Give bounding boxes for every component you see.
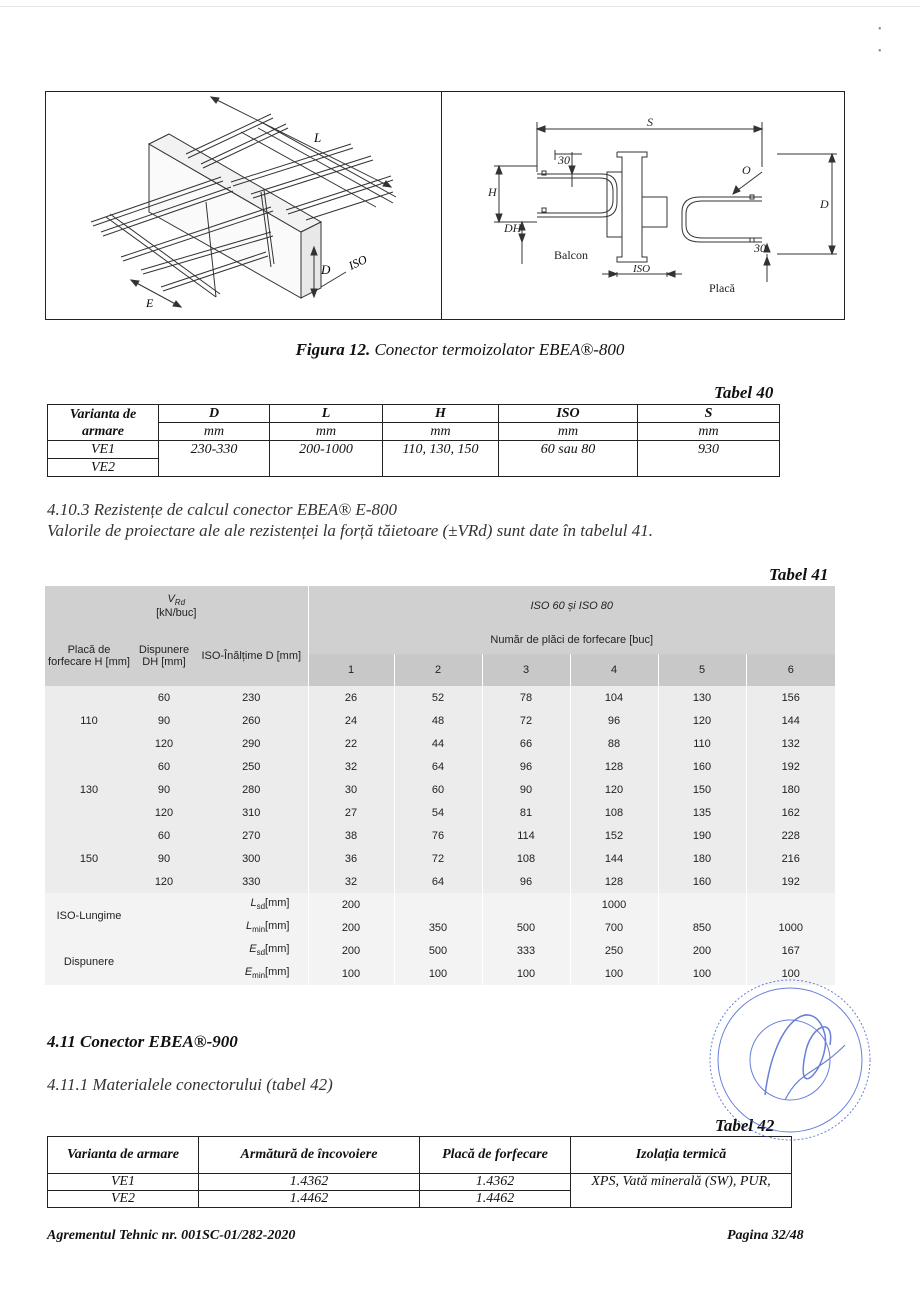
t41-emin-value: 100 bbox=[308, 962, 394, 985]
t41-count: 1 bbox=[308, 654, 394, 686]
t42-head-varianta: Varianta de armare bbox=[48, 1137, 199, 1174]
table-row bbox=[45, 801, 835, 824]
t41-vrd-value: 120 bbox=[570, 778, 658, 801]
isometric-connector-drawing bbox=[46, 92, 441, 319]
t41-emin-label: $E_{min}[mm]$ bbox=[244, 966, 290, 981]
t41-footer bbox=[45, 893, 835, 985]
label-l: L bbox=[314, 130, 322, 145]
table-row bbox=[45, 686, 835, 709]
table-41-label: Tabel 41 bbox=[769, 565, 829, 584]
t41-vrd-value: 135 bbox=[658, 801, 746, 824]
t41-dispunere: Dispunere bbox=[63, 956, 115, 968]
t41-dh: 60 bbox=[157, 691, 171, 704]
t41-iso-header: ISO 60 și ISO 80 bbox=[308, 586, 835, 626]
t40-value-iso: 60 sau 80 bbox=[499, 441, 638, 477]
t41-d: 330 bbox=[242, 875, 261, 888]
t41-dh: 90 bbox=[157, 714, 171, 727]
t41-lsd-4: 1000 bbox=[570, 893, 658, 916]
t41-vrd-value: 96 bbox=[482, 870, 570, 893]
figure-12-frame bbox=[45, 91, 845, 320]
label-iso-right: ISO bbox=[633, 263, 651, 275]
figure-caption bbox=[0, 340, 920, 360]
t41-vrd-value: 144 bbox=[570, 847, 658, 870]
t41-vrd-value: 72 bbox=[482, 709, 570, 732]
t41-vrd-value: 96 bbox=[482, 755, 570, 778]
t42-izolatie: XPS, Vată minerală (SW), PUR, bbox=[571, 1174, 792, 1208]
t41-vrd-value: 150 bbox=[658, 778, 746, 801]
t41-vrd-value: 216 bbox=[746, 847, 835, 870]
t40-head-iso: ISO bbox=[499, 405, 638, 423]
t41-vrd-value: 88 bbox=[570, 732, 658, 755]
scan-marks: • • bbox=[878, 24, 882, 57]
t41-vrd-value: 152 bbox=[570, 824, 658, 847]
t41-lsd-label: $L_{sd}[mm]$ bbox=[250, 897, 290, 912]
t41-count: 4 bbox=[570, 654, 658, 686]
t41-numar-header: Număr de plăci de forfecare [buc] bbox=[308, 626, 835, 654]
t40-head-h: H bbox=[383, 405, 499, 423]
t41-vrd-value: 78 bbox=[482, 686, 570, 709]
t41-esd-value: 250 bbox=[570, 939, 658, 962]
label-30-bottom: 30 bbox=[754, 241, 766, 255]
t41-vrd-value: 64 bbox=[394, 870, 482, 893]
t40-value-h: 110, 130, 150 bbox=[383, 441, 499, 477]
t41-vrd-value: 54 bbox=[394, 801, 482, 824]
t41-d: 310 bbox=[242, 806, 261, 819]
t41-count: 6 bbox=[746, 654, 835, 686]
t41-dh: 90 bbox=[157, 783, 171, 796]
t41-vrd-value: 60 bbox=[394, 778, 482, 801]
t41-vrd-value: 32 bbox=[308, 870, 394, 893]
t41-body bbox=[45, 686, 835, 893]
t41-vrd-value: 76 bbox=[394, 824, 482, 847]
table-row bbox=[45, 709, 835, 732]
t41-vrd-value: 108 bbox=[482, 847, 570, 870]
t40-head-l: L bbox=[270, 405, 383, 423]
t41-col-dispunere: Dispunere DH [mm] bbox=[138, 644, 190, 668]
t41-placa-h: 130 bbox=[79, 783, 99, 796]
t41-lmin-value: 700 bbox=[570, 916, 658, 939]
t41-lmin-value: 500 bbox=[482, 916, 570, 939]
t41-vrd-value: 162 bbox=[746, 801, 835, 824]
t41-vrd-value: 104 bbox=[570, 686, 658, 709]
t41-vrd-cell bbox=[45, 586, 308, 626]
t41-vrd-value: 52 bbox=[394, 686, 482, 709]
t41-lmin-value: 1000 bbox=[746, 916, 835, 939]
section-4-10-3-text: Valorile de proiectare ale ale rezistenței la forță tăietoare (±VRd) sunt date în tabelul 41. bbox=[47, 521, 653, 540]
t42-head-izolatie: Izolația termică bbox=[571, 1137, 792, 1174]
t40-head-d: D bbox=[159, 405, 270, 423]
table-row bbox=[45, 732, 835, 755]
t41-vrd-value: 132 bbox=[746, 732, 835, 755]
t41-vrd-value: 64 bbox=[394, 755, 482, 778]
t42-head-placa: Placă de forfecare bbox=[420, 1137, 571, 1174]
t41-vrd-value: 26 bbox=[308, 686, 394, 709]
t41-col-placa: Placă de forfecare H [mm] bbox=[48, 644, 130, 668]
label-o: O bbox=[742, 163, 751, 177]
label-e: E bbox=[146, 296, 154, 310]
t42-armatura: 1.4362 bbox=[199, 1174, 420, 1191]
table-row bbox=[45, 755, 835, 778]
t40-unit: mm bbox=[383, 423, 499, 441]
t41-esd-value: 200 bbox=[658, 939, 746, 962]
t41-count: 3 bbox=[482, 654, 570, 686]
t41-vrd-value: 180 bbox=[658, 847, 746, 870]
t41-vrd-unit: [kN/buc] bbox=[156, 607, 197, 620]
footer-page-number: Pagina 32/48 bbox=[727, 1228, 804, 1243]
caption-text: Conector termoizolator EBEA®-800 bbox=[370, 340, 625, 359]
t41-vrd-value: 24 bbox=[308, 709, 394, 732]
label-s: S bbox=[647, 115, 653, 129]
label-30-top: 30 bbox=[558, 153, 570, 167]
label-placa: Placă bbox=[709, 281, 735, 295]
t41-vrd-value: 38 bbox=[308, 824, 394, 847]
t41-vrd-value: 90 bbox=[482, 778, 570, 801]
t41-vrd-value: 160 bbox=[658, 870, 746, 893]
t41-dh: 60 bbox=[157, 760, 171, 773]
label-d-right: D bbox=[820, 197, 829, 211]
t41-esd-value: 167 bbox=[746, 939, 835, 962]
t41-d: 300 bbox=[242, 852, 261, 865]
t42-placa: 1.4462 bbox=[420, 1191, 571, 1208]
section-4-11-heading: 4.11 Conector EBEA®-900 bbox=[47, 1032, 238, 1051]
t41-vrd-value: 130 bbox=[658, 686, 746, 709]
t41-vrd-value: 228 bbox=[746, 824, 835, 847]
footer-agrement: Agrementul Tehnic nr. 001SC-01/282-2020 bbox=[47, 1228, 296, 1243]
t41-lsd-1: 200 bbox=[308, 893, 394, 916]
label-dh: DH bbox=[504, 221, 522, 235]
table-42 bbox=[47, 1136, 792, 1208]
t41-vrd-value: 32 bbox=[308, 755, 394, 778]
t42-variant: VE1 bbox=[48, 1174, 199, 1191]
t40-head-varianta: Varianta de armare bbox=[48, 405, 159, 441]
label-h: H bbox=[488, 185, 497, 199]
t41-vrd-value: 36 bbox=[308, 847, 394, 870]
t41-d: 270 bbox=[242, 829, 261, 842]
t41-dh: 90 bbox=[157, 852, 171, 865]
page-top-line bbox=[0, 6, 920, 7]
label-d: D bbox=[321, 262, 331, 277]
t41-vrd: V bbox=[167, 592, 175, 605]
t41-vrd-value: 128 bbox=[570, 870, 658, 893]
t40-value-l: 200-1000 bbox=[270, 441, 383, 477]
t40-unit: mm bbox=[638, 423, 780, 441]
label-iso: ISO bbox=[346, 252, 370, 273]
t42-head-armatura: Armătură de încovoiere bbox=[199, 1137, 420, 1174]
table-row bbox=[45, 824, 835, 847]
t41-esd-label: $E_{sd}[mm]$ bbox=[249, 943, 290, 958]
t41-col-iso: ISO-Înălțime D [mm] bbox=[201, 650, 302, 662]
t41-dh: 60 bbox=[157, 829, 171, 842]
label-balcon: Balcon bbox=[554, 248, 588, 262]
t41-esd-value: 200 bbox=[308, 939, 394, 962]
t41-vrd-value: 192 bbox=[746, 870, 835, 893]
t42-variant: VE2 bbox=[48, 1191, 199, 1208]
caption-number: Figura 12. bbox=[295, 340, 371, 359]
t40-unit: mm bbox=[499, 423, 638, 441]
t41-vrd-value: 22 bbox=[308, 732, 394, 755]
t42-placa: 1.4362 bbox=[420, 1174, 571, 1191]
t41-emin-value: 100 bbox=[746, 962, 835, 985]
table-42-label: Tabel 42 bbox=[715, 1116, 775, 1135]
t41-d: 250 bbox=[242, 760, 261, 773]
official-stamp-signature bbox=[705, 975, 875, 1145]
t41-esd-value: 500 bbox=[394, 939, 482, 962]
t41-emin-value: 100 bbox=[570, 962, 658, 985]
t41-placa-h: 150 bbox=[79, 852, 99, 865]
section-4-11-1-heading: 4.11.1 Materialele conectorului (tabel 42) bbox=[47, 1075, 333, 1094]
t41-lmin-value: 850 bbox=[658, 916, 746, 939]
t41-vrd-value: 110 bbox=[658, 732, 746, 755]
t41-count: 5 bbox=[658, 654, 746, 686]
t41-vrd-value: 30 bbox=[308, 778, 394, 801]
t41-vrd-value: 48 bbox=[394, 709, 482, 732]
t41-vrd-value: 44 bbox=[394, 732, 482, 755]
t41-vrd-value: 114 bbox=[482, 824, 570, 847]
section-4-10-3-heading: 4.10.3 Rezistențe de calcul conector EBEA® E-800 bbox=[47, 500, 397, 519]
section-connector-drawing bbox=[442, 92, 844, 319]
t40-head-s: S bbox=[638, 405, 780, 423]
t41-d: 280 bbox=[242, 783, 261, 796]
t41-vrd-value: 190 bbox=[658, 824, 746, 847]
t40-variant: VE2 bbox=[48, 459, 159, 477]
t42-armatura: 1.4462 bbox=[199, 1191, 420, 1208]
t41-dh: 120 bbox=[154, 737, 174, 750]
t41-vrd-value: 128 bbox=[570, 755, 658, 778]
t41-iso-lungime: ISO-Lungime bbox=[56, 910, 122, 922]
t40-variant: VE1 bbox=[48, 441, 159, 459]
t41-placa-h: 110 bbox=[80, 714, 98, 727]
t41-vrd-value: 66 bbox=[482, 732, 570, 755]
t40-unit: mm bbox=[270, 423, 383, 441]
t41-dh: 120 bbox=[154, 806, 174, 819]
t40-unit: mm bbox=[159, 423, 270, 441]
t41-vrd-value: 156 bbox=[746, 686, 835, 709]
t41-lmin-label: $L_{min}[mm]$ bbox=[246, 920, 290, 935]
t41-lmin-value: 350 bbox=[394, 916, 482, 939]
table-41 bbox=[45, 586, 835, 985]
table-40 bbox=[47, 404, 780, 477]
t41-emin-value: 100 bbox=[394, 962, 482, 985]
t41-vrd-value: 96 bbox=[570, 709, 658, 732]
t41-vrd-value: 180 bbox=[746, 778, 835, 801]
t41-d: 290 bbox=[242, 737, 261, 750]
table-row bbox=[45, 870, 835, 893]
t41-vrd-value: 120 bbox=[658, 709, 746, 732]
table-row bbox=[45, 847, 835, 870]
t41-d: 260 bbox=[242, 714, 261, 727]
t41-emin-value: 100 bbox=[482, 962, 570, 985]
table-row bbox=[45, 778, 835, 801]
t41-d: 230 bbox=[242, 691, 261, 704]
t41-lmin-value: 200 bbox=[308, 916, 394, 939]
t41-esd-value: 333 bbox=[482, 939, 570, 962]
t41-dh: 120 bbox=[154, 875, 174, 888]
t40-value-s: 930 bbox=[638, 441, 780, 477]
t40-value-d: 230-330 bbox=[159, 441, 270, 477]
t41-vrd-value: 144 bbox=[746, 709, 835, 732]
t41-vrd-value: 81 bbox=[482, 801, 570, 824]
t41-vrd-value: 160 bbox=[658, 755, 746, 778]
t41-count: 2 bbox=[394, 654, 482, 686]
t41-vrd-value: 108 bbox=[570, 801, 658, 824]
t41-vrd-value: 27 bbox=[308, 801, 394, 824]
t41-vrd-sub: Rd bbox=[174, 598, 186, 608]
t41-vrd-value: 72 bbox=[394, 847, 482, 870]
table-40-label: Tabel 40 bbox=[714, 383, 774, 402]
t41-vrd-value: 192 bbox=[746, 755, 835, 778]
t41-emin-value: 100 bbox=[658, 962, 746, 985]
